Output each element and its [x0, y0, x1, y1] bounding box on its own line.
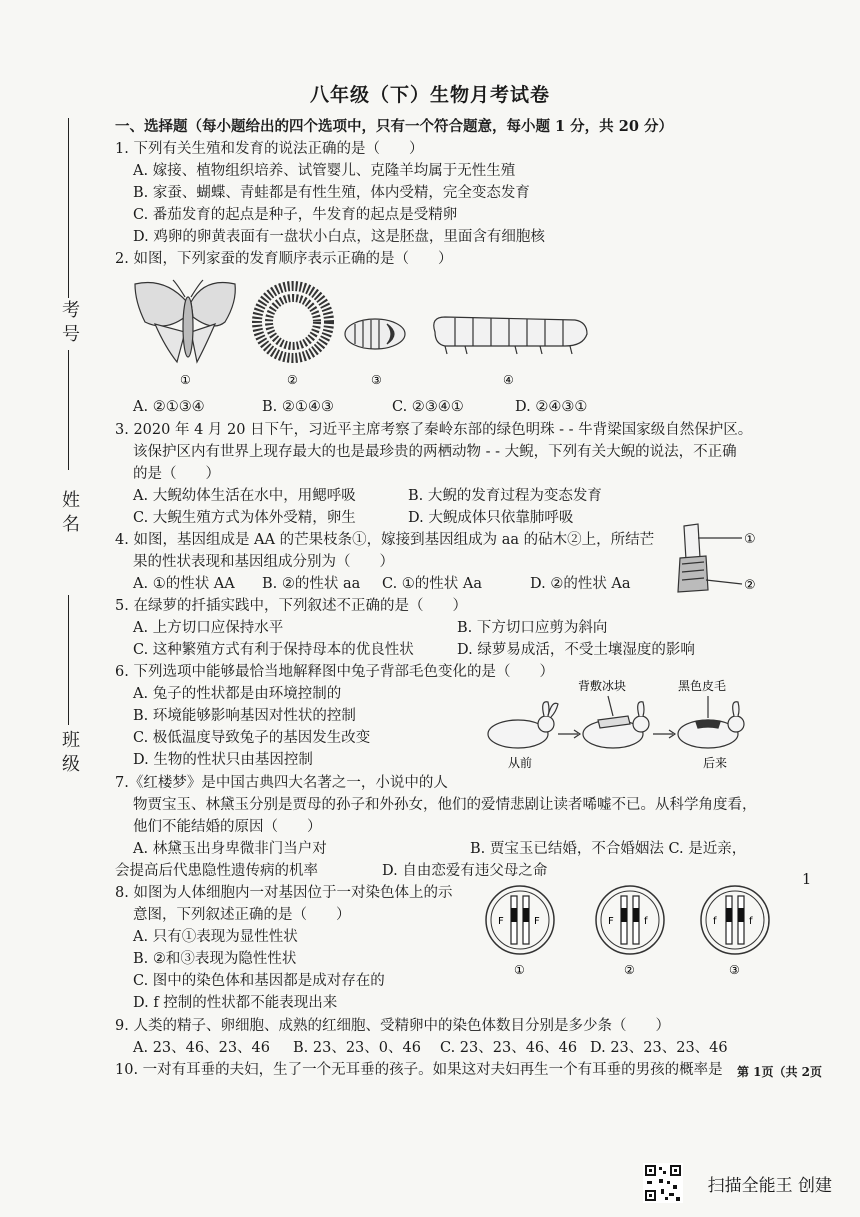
q6-stem: 6. 下列选项中能够最恰当地解释图中兔子背部毛色变化的是（ ）: [115, 664, 554, 680]
rabbit-black-label: 黑色皮毛: [678, 679, 727, 693]
graft-figure: [672, 518, 772, 598]
q2-option-b: B. ②①④③: [262, 399, 334, 415]
q9-stem: 9. 人类的精子、卵细胞、成熟的红细胞、受精卵中的染色体数目分别是多少条（ ）: [115, 1018, 670, 1034]
allele-left: F: [498, 916, 504, 927]
q1-option-c: C. 番茄发育的起点是种子，牛发育的起点是受精卵: [133, 207, 458, 223]
silkworm-figure: [125, 272, 595, 392]
fig-label-2: ②: [287, 373, 298, 387]
q9-option-c: C. 23、23、46、46: [440, 1040, 578, 1056]
q9-option-d: D. 23、23、23、46: [590, 1040, 728, 1056]
q3-line1: 3. 2020 年 4 月 20 日下午，习近平主席考察了秦岭东部的绿色明珠 - - 牛背梁国家级自然保护区。: [115, 422, 753, 438]
gene-band: [621, 908, 627, 922]
q9-option-b: B. 23、23、0、46: [293, 1040, 421, 1056]
class-label: 班级: [59, 730, 80, 778]
q3-option-d: D. 大鲵成体只依靠肺呼吸: [408, 510, 574, 526]
q7-line3: 他们不能结婚的原因（ ）: [133, 819, 322, 835]
cell-label: ②: [624, 963, 635, 977]
q1-option-a: A. 嫁接、植物组织培养、试管婴儿、克隆羊均属于无性生殖: [133, 163, 516, 179]
graft-label-2: ②: [744, 578, 756, 593]
allele-left: F: [608, 916, 614, 927]
q6-option-c: C. 极低温度导致兔子的基因发生改变: [133, 730, 371, 746]
larva-illustration: [434, 317, 587, 354]
margin-line-mid2: [68, 595, 69, 725]
q3-option-c: C. 大鲵生殖方式为体外受精，卵生: [133, 510, 356, 526]
exam-number-label: 考号: [59, 300, 80, 348]
gene-band: [726, 908, 732, 922]
q4-option-c: C. ①的性状 Aa: [382, 576, 483, 592]
gene-band: [511, 908, 517, 922]
allele-right: f: [644, 916, 648, 927]
page-title: 八年级（下）生物月考试卷: [309, 84, 550, 106]
rabbit-ice-label: 背敷冰块: [578, 679, 627, 693]
qr-code-icon: [643, 1163, 683, 1203]
q5-stem: 5. 在绿萝的扦插实践中，下列叙述不正确的是（ ）: [115, 598, 467, 614]
allele-right: F: [534, 916, 540, 927]
rabbit-after-label: 后来: [703, 756, 728, 770]
q3-option-a: A. 大鲵幼体生活在水中，用鳃呼吸: [133, 488, 356, 504]
q2-option-a: A. ②①③④: [133, 399, 205, 415]
q7-line1: 7.《红楼梦》是中国古典四大名著之一，小说中的人: [115, 775, 448, 791]
rabbit-before-label: 从前: [508, 756, 533, 770]
cell-outer-membrane: [486, 886, 554, 954]
q8-line1: 8. 如图为人体细胞内一对基因位于一对染色体上的示: [115, 885, 453, 901]
q5-option-c: C. 这种繁殖方式有利于保持母本的优良性状: [133, 642, 414, 658]
margin-line-top: [68, 118, 69, 298]
moth-illustration: [135, 280, 235, 362]
eggs-illustration: [257, 286, 329, 358]
q5-option-a: A. 上方切口应保持水平: [133, 620, 284, 636]
q8-option-c: C. 图中的染色体和基因都是成对存在的: [133, 973, 385, 989]
q4-line2: 果的性状表现和基因组成分别为（ ）: [133, 554, 394, 570]
fig-label-3: ③: [371, 373, 382, 387]
q8-line2: 意图，下列叙述正确的是（ ）: [133, 907, 351, 923]
gene-band: [738, 908, 744, 922]
q7-line5: 会提高后代患隐性遗传病的机率: [115, 863, 318, 879]
q1-option-d: D. 鸡卵的卵黄表面有一盘状小白点，这是胚盘，里面含有细胞核: [133, 229, 545, 245]
q6-option-a: A. 兔子的性状都是由环境控制的: [133, 686, 342, 702]
q2-option-c: C. ②③④①: [392, 399, 464, 415]
q4-option-b: B. ②的性状 aa: [262, 576, 361, 592]
q7-line2: 物贾宝玉、林黛玉分别是贾母的孙子和外孙女，他们的爱情悲剧让读者唏嘘不已。从科学角度看，: [133, 797, 757, 813]
side-mark: 1: [802, 872, 812, 888]
q3-line2: 该保护区内有世界上现存最大的也是最珍贵的两栖动物 - - 大鲵，下列有关大鲵的说法，不正确: [133, 444, 737, 460]
cell-outer-membrane: [596, 886, 664, 954]
q3-line3: 的是（ ）: [133, 466, 220, 482]
q2-option-d: D. ②④③①: [515, 399, 588, 415]
cell-outer-membrane: [701, 886, 769, 954]
fig-label-1: ①: [180, 373, 191, 387]
cell-label: ③: [729, 963, 740, 977]
gene-band: [523, 908, 529, 922]
gene-band: [633, 908, 639, 922]
q10-stem: 10. 一对有耳垂的夫妇，生了一个无耳垂的孩子。如果这对夫妇再生一个有耳垂的男孩的概率是: [115, 1062, 723, 1078]
q8-option-b: B. ②和③表现为隐性性状: [133, 951, 297, 967]
graft-label-1: ①: [744, 532, 756, 547]
q2-stem: 2. 如图，下列家蚕的发育顺序表示正确的是（ ）: [115, 251, 453, 267]
q7-option-bc: B. 贾宝玉已结婚，不合婚姻法 C. 是近亲，: [470, 841, 747, 857]
scanner-brand: 扫描全能王 创建: [707, 1176, 832, 1196]
q4-line1: 4. 如图，基因组成是 AA 的芒果枝条①，嫁接到基因组成为 aa 的砧木②上，所结芒: [115, 532, 655, 548]
page-number: 第 1页（共 2页: [736, 1065, 822, 1079]
cell-label: ①: [514, 963, 525, 977]
q5-option-b: B. 下方切口应剪为斜向: [457, 620, 608, 636]
q6-option-d: D. 生物的性状只由基因控制: [133, 752, 313, 768]
fig-label-4: ④: [503, 373, 514, 387]
rabbit-figure: [478, 672, 778, 772]
chromosome-cell: [701, 886, 769, 977]
q3-option-b: B. 大鲵的发育过程为变态发育: [408, 488, 602, 504]
allele-right: f: [749, 916, 753, 927]
q7-option-d: D. 自由恋爱有违父母之命: [382, 863, 548, 879]
q5-option-d: D. 绿萝易成活，不受土壤湿度的影响: [457, 642, 695, 658]
allele-left: f: [713, 916, 717, 927]
section-heading: 一、选择题（每小题给出的四个选项中，只有一个符合题意，每小题 1 分，共 20 分）: [115, 118, 673, 135]
q9-option-a: A. 23、46、23、46: [133, 1040, 270, 1056]
q6-option-b: B. 环境能够影响基因对性状的控制: [133, 708, 356, 724]
pupa-illustration: [345, 319, 405, 349]
q8-option-d: D. f 控制的性状都不能表现出来: [133, 995, 338, 1011]
q1-stem: 1. 下列有关生殖和发育的说法正确的是（ ）: [115, 141, 424, 157]
chromosome-cell: [486, 886, 554, 977]
q7-option-a: A. 林黛玉出身卑微非门当户对: [133, 841, 327, 857]
q8-option-a: A. 只有①表现为显性性状: [133, 929, 298, 945]
chromosome-figure: [480, 882, 780, 982]
q1-option-b: B. 家蚕、蝴蝶、青蛙都是有性生殖，体内受精，完全变态发育: [133, 185, 530, 201]
name-label: 姓名: [59, 490, 80, 538]
margin-line-mid1: [68, 350, 69, 470]
chromosome-cell: [596, 886, 664, 977]
q4-option-a: A. ①的性状 AA: [133, 576, 235, 592]
q4-option-d: D. ②的性状 Aa: [530, 576, 631, 592]
